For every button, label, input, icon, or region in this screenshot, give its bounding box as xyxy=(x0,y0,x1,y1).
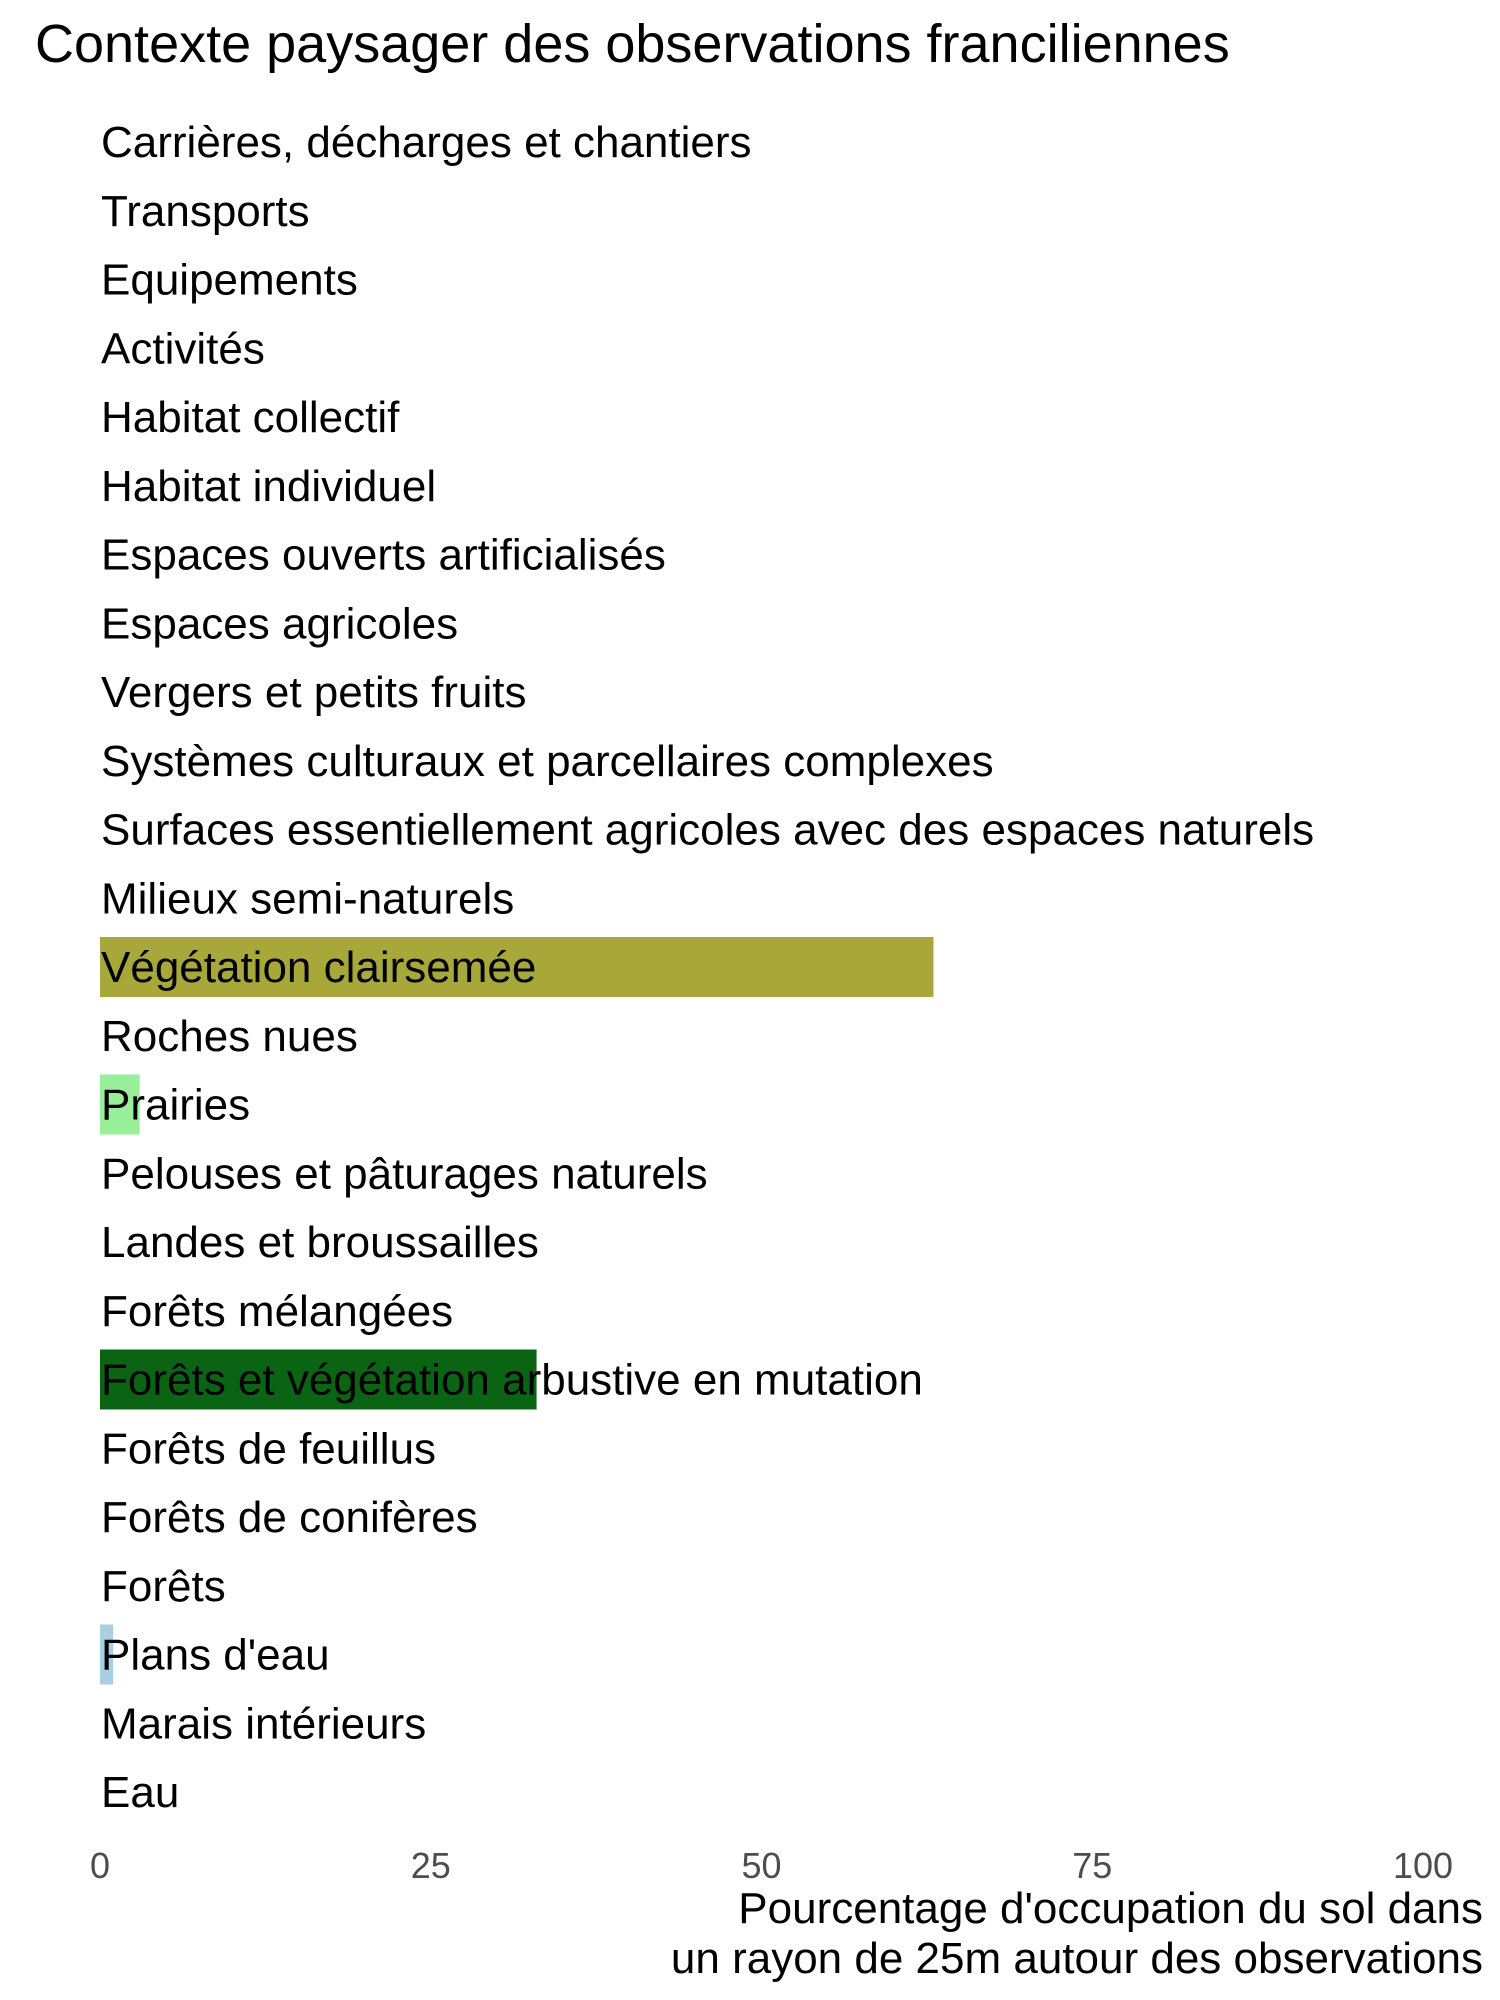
category-label-11: Milieux semi-naturels xyxy=(101,874,515,924)
category-label-12: Végétation clairsemée xyxy=(101,943,537,992)
category-label-21: Forêts xyxy=(101,1561,226,1611)
category-label-18: Forêts et végétation arbustive en mutation xyxy=(101,1355,923,1405)
x-tick-label-0: 0 xyxy=(89,1845,111,1886)
x-axis-title-line-1: Pourcentage d'occupation du sol dans xyxy=(738,1884,1483,1933)
category-label-22: Plans d'eau xyxy=(101,1630,330,1680)
category-label-5: Habitat individuel xyxy=(101,461,437,511)
category-label-20: Forêts de conifères xyxy=(101,1493,478,1542)
x-tick-label-1: 25 xyxy=(410,1845,451,1886)
category-label-0: Carrières, décharges et chantiers xyxy=(101,118,752,167)
x-tick-label-4: 100 xyxy=(1392,1845,1454,1886)
category-label-17: Forêts mélangées xyxy=(101,1286,454,1336)
category-label-14: Prairies xyxy=(101,1080,251,1130)
category-label-9: Systèmes culturaux et parcellaires complexes xyxy=(101,736,994,786)
category-label-16: Landes et broussailles xyxy=(101,1218,539,1267)
category-label-1: Transports xyxy=(101,186,310,236)
category-label-7: Espaces agricoles xyxy=(101,599,459,649)
category-label-8: Vergers et petits fruits xyxy=(101,668,527,717)
x-axis-title-line-2: un rayon de 25m autour des observations xyxy=(670,1934,1483,1983)
chart-title: Contexte paysager des observations franciliennes xyxy=(35,14,1230,74)
category-label-24: Eau xyxy=(101,1768,180,1817)
category-label-19: Forêts de feuillus xyxy=(101,1424,437,1474)
category-label-2: Equipements xyxy=(101,255,358,305)
x-tick-label-3: 75 xyxy=(1072,1845,1113,1886)
category-label-6: Espaces ouverts artificialisés xyxy=(101,530,666,580)
category-label-10: Surfaces essentiellement agricoles avec des espaces naturels xyxy=(101,805,1315,855)
category-label-15: Pelouses et pâturages naturels xyxy=(101,1149,708,1199)
category-label-4: Habitat collectif xyxy=(101,393,400,442)
x-tick-label-2: 50 xyxy=(741,1845,782,1886)
category-label-3: Activités xyxy=(101,324,265,374)
category-label-23: Marais intérieurs xyxy=(101,1699,427,1749)
category-label-13: Roches nues xyxy=(101,1011,358,1061)
